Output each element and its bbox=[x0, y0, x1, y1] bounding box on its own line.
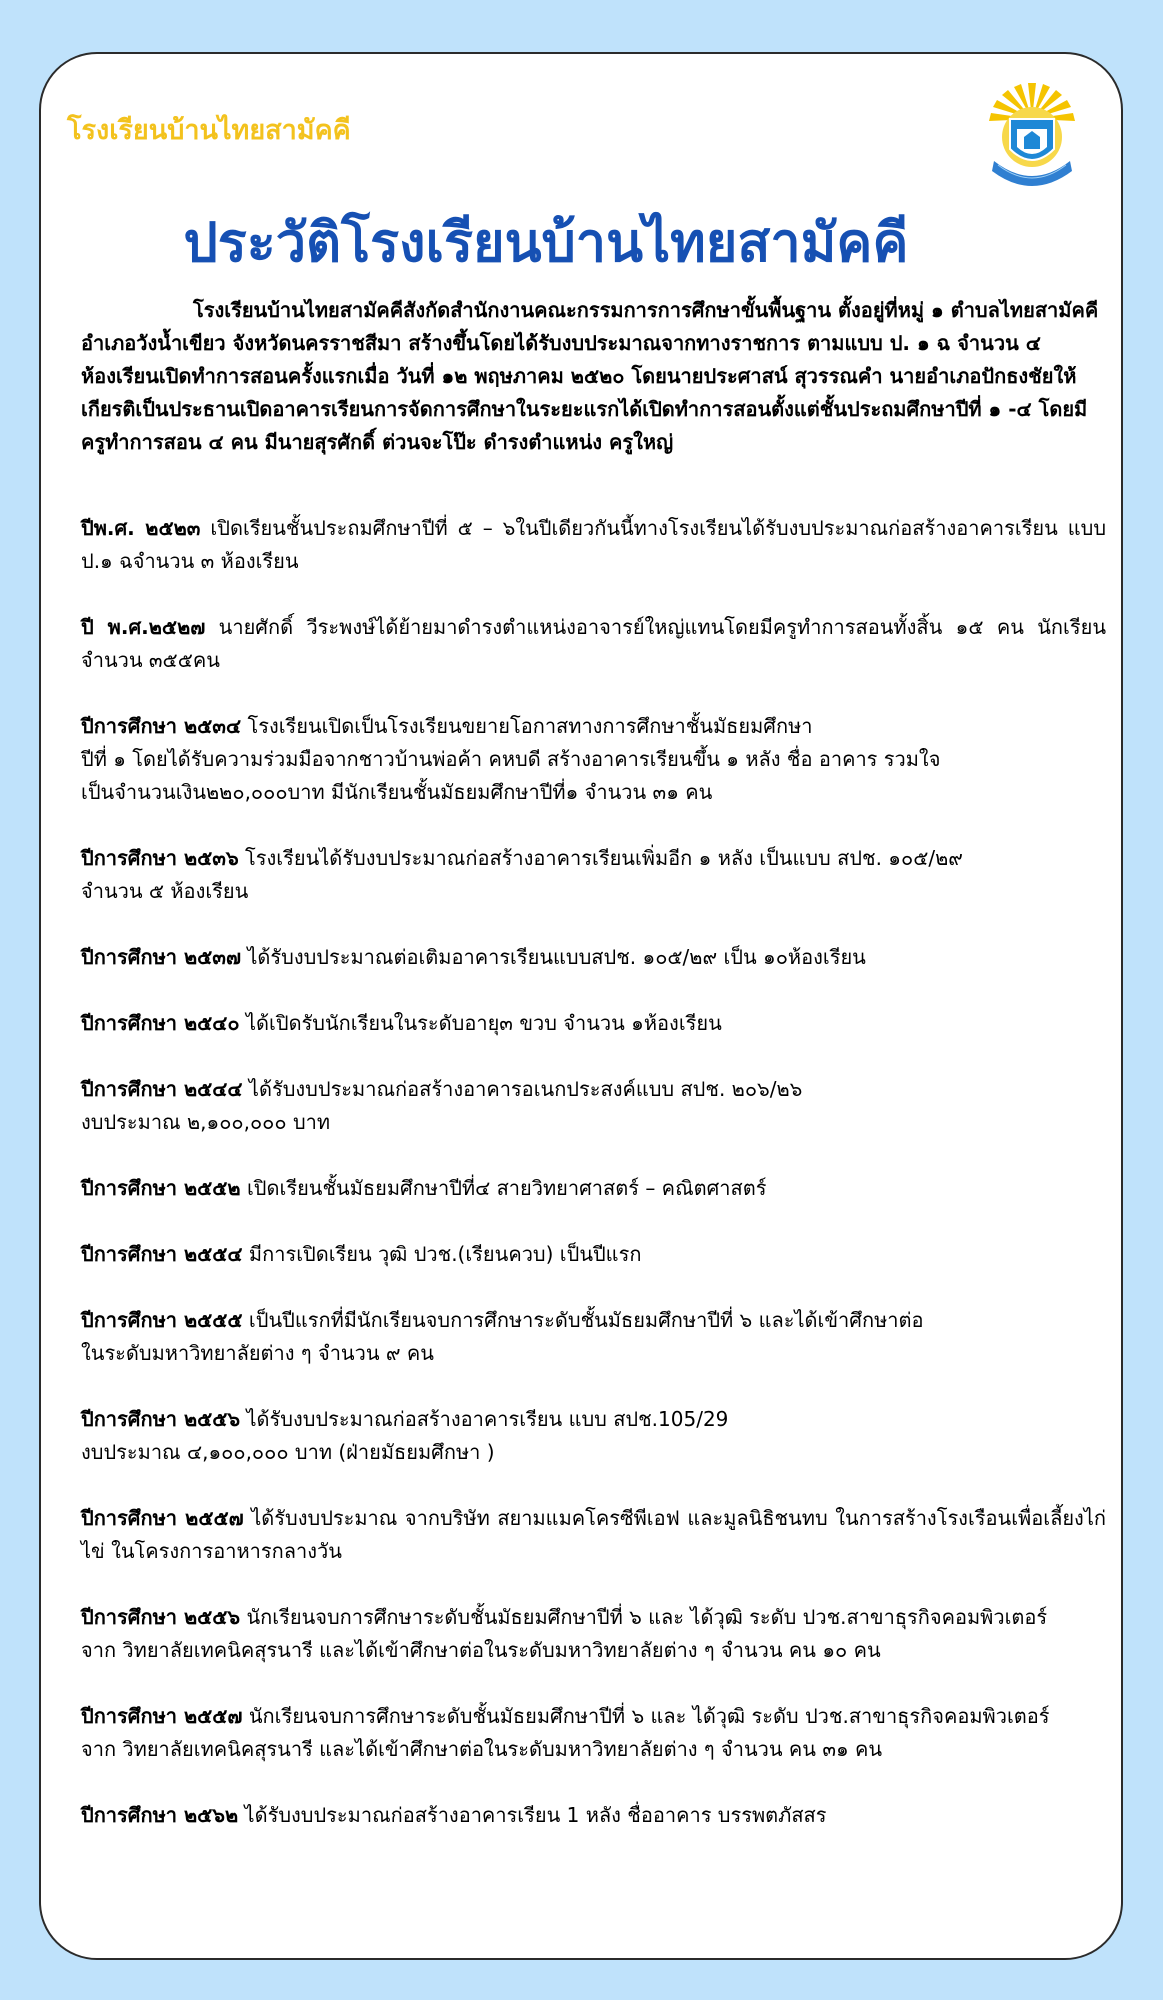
history-entry bbox=[81, 1238, 1106, 1271]
history-entry-text: โรงเรียนเปิดเป็นโรงเรียนขยายโอกาสทางการศึกษาชั้นมัธยมศึกษา bbox=[247, 714, 813, 738]
history-entry-line bbox=[81, 1502, 1106, 1568]
history-entry-line bbox=[81, 1073, 1106, 1106]
history-entry bbox=[81, 1601, 1106, 1667]
history-entry bbox=[81, 941, 1106, 974]
history-entry-year: ปีการศึกษา ๒๕๕๔ bbox=[81, 1242, 243, 1266]
page-title: ประวัติโรงเรียนบ้านไทยสามัคคี bbox=[183, 211, 909, 274]
history-entry-text: ในระดับมหาวิทยาลัยต่าง ๆ จำนวน ๙ คน bbox=[81, 1341, 434, 1365]
history-entry-line bbox=[81, 875, 1106, 908]
history-entry-text: โรงเรียนได้รับงบประมาณก่อสร้างอาคารเรียนเพิ่มอีก ๑ หลัง เป็นแบบ สปช. ๑๐๕/๒๙ bbox=[245, 846, 963, 870]
history-entry-text: เปิดเรียนชั้นประถมศึกษาปีที่ ๕ – ๖ในปีเดียวกันนี้ทางโรงเรียนได้รับงบประมาณก่อสร้างอาคารเรียน แบบ ป.๑ ฉจำนวน ๓ ห้องเรียน bbox=[81, 516, 1107, 573]
school-name: โรงเรียนบ้านไทยสามัคคี bbox=[67, 115, 351, 146]
history-entry-line bbox=[81, 842, 1106, 875]
history-entry-text: นายศักดิ์ วีระพงษ์ได้ย้ายมาดำรงตำแหน่งอาจารย์ใหญ่แทนโดยมีครูทำการสอนทั้งสิ้น ๑๕ คน นักเรียน จำนวน ๓๕๕คน bbox=[81, 615, 1106, 672]
history-entry-line bbox=[81, 1007, 1106, 1040]
history-entry bbox=[81, 1172, 1106, 1205]
intro-text: โรงเรียนบ้านไทยสามัคคีสังกัดสำนักงานคณะกรรมการการศึกษาขั้นพื้นฐาน ตั้งอยู่ที่หมู่ ๑ ตำบลไทยสามัคคี อำเภอวังน้ำเขียว จังหวัดนครราชสีมา สร้างขึ้นโดยได้รับงบประมาณจากทางราชการ ตามแบบ ป. ๑ ฉ จำนวน ๔ ห้องเรียนเปิดทำการสอนครั้งแรกเมื่อ วันที่ ๑๒ พฤษภาคม ๒๕๒๐ โดยนายประศาสน์ สุวรรณคำ นายอำเภอปักธงชัยให้เกียรติเป็นประธานเปิดอาคารเรียนการจัดการศึกษาในระยะแรกได้เปิดทำการสอนตั้งแต่ชั้นประถมศึกษาปีที่ ๑ -๔ โดยมีครูทำการสอน ๔ คน มีนายสุรศักดิ์ ต่วนจะโป๊ะ ดำรงตำแหน่ง ครูใหญ่ bbox=[81, 298, 1099, 454]
history-entry-line bbox=[81, 512, 1106, 578]
history-entry-text: จาก วิทยาลัยเทคนิคสุรนารี และได้เข้าศึกษาต่อในระดับมหาวิทยาลัยต่าง ๆ จำนวน คน ๓๑ คน bbox=[81, 1737, 883, 1761]
history-entry-text: เป็นจำนวนเงิน๒๒๐,๐๐๐บาท มีนักเรียนชั้นมัธยมศึกษาปีที่๑ จำนวน ๓๑ คน bbox=[81, 780, 713, 804]
history-entry-year: ปีการศึกษา ๒๕๕๖ bbox=[81, 1407, 241, 1431]
history-entry-text: ได้รับงบประมาณ จากบริษัท สยามแมคโครซีพีเอฟ และมูลนิธิชนทบ ในการสร้างโรงเรือนเพื่อเลี้ยงไก่ไข่ ในโครงการอาหารกลางวัน bbox=[81, 1506, 1106, 1563]
history-entry bbox=[81, 1304, 1106, 1370]
school-emblem-graphic bbox=[984, 79, 1080, 199]
history-entry bbox=[81, 1073, 1106, 1139]
history-entry-text: ได้รับงบประมาณก่อสร้างอาคารอเนกประสงค์แบบ สปช. ๒๐๖/๒๖ bbox=[248, 1077, 803, 1101]
history-entry-year: ปี พ.ศ.๒๕๒๗ bbox=[81, 615, 206, 639]
history-entry-text: นักเรียนจบการศึกษาระดับชั้นมัธยมศึกษาปีที่ ๖ และ ได้วุฒิ ระดับ ปวช.สาขาธุรกิจคอมพิวเตอร์ bbox=[248, 1704, 1050, 1728]
history-entry-line bbox=[81, 1337, 1106, 1370]
history-entry-text: งบประมาณ ๔,๑๐๐,๐๐๐ บาท (ฝ่ายมัธยมศึกษา ) bbox=[81, 1440, 495, 1464]
history-entry-text: เปิดเรียนชั้นมัธยมศึกษาปีที่๔ สายวิทยาศาสตร์ – คณิตศาสตร์ bbox=[246, 1176, 767, 1200]
history-entry-text: นักเรียนจบการศึกษาระดับชั้นมัธยมศึกษาปีที่ ๖ และ ได้วุฒิ ระดับ ปวช.สาขาธุรกิจคอมพิวเตอร์ bbox=[246, 1605, 1048, 1629]
history-entry-year: ปีการศึกษา ๒๕๓๗ bbox=[81, 945, 241, 969]
history-entry-text: งบประมาณ ๒,๑๐๐,๐๐๐ บาท bbox=[81, 1110, 331, 1134]
history-entry-text: จาก วิทยาลัยเทคนิคสุรนารี และได้เข้าศึกษาต่อในระดับมหาวิทยาลัยต่าง ๆ จำนวน คน ๑๐ คน bbox=[81, 1638, 881, 1662]
history-entry-line bbox=[81, 1304, 1106, 1337]
history-entry-year: ปีการศึกษา ๒๕๕๖ bbox=[81, 1605, 241, 1629]
history-entry-year: ปีพ.ศ. ๒๕๒๓ bbox=[81, 516, 201, 540]
history-entry-line bbox=[81, 1403, 1106, 1436]
history-entry-line bbox=[81, 1799, 1106, 1832]
history-entry-line bbox=[81, 611, 1106, 677]
history-entry-year: ปีการศึกษา ๒๕๔๔ bbox=[81, 1077, 243, 1101]
history-entry-year: ปีการศึกษา ๒๕๓๔ bbox=[81, 714, 242, 738]
history-entry bbox=[81, 611, 1106, 677]
history-entry bbox=[81, 710, 1106, 809]
school-emblem-icon bbox=[984, 79, 1080, 199]
history-entry-text: ได้รับงบประมาณก่อสร้างอาคารเรียน แบบ สปช.105/29 bbox=[246, 1407, 729, 1431]
history-entry-line bbox=[81, 1601, 1106, 1634]
history-entry-line bbox=[81, 1700, 1106, 1733]
history-entry bbox=[81, 1502, 1106, 1568]
history-entry bbox=[81, 1007, 1106, 1040]
history-entry-text: ปีที่ ๑ โดยได้รับความร่วมมือจากชาวบ้านพ่อค้า คหบดี สร้างอาคารเรียนขึ้น ๑ หลัง ชื่อ อาคาร รวมใจ bbox=[81, 747, 941, 771]
history-entry-year: ปีการศึกษา ๒๕๖๒ bbox=[81, 1803, 239, 1827]
history-entry bbox=[81, 512, 1106, 578]
history-entry-line bbox=[81, 1436, 1106, 1469]
history-entry-line bbox=[81, 1238, 1106, 1271]
history-entry-year: ปีการศึกษา ๒๕๕๗ bbox=[81, 1704, 243, 1728]
history-entry-year: ปีการศึกษา ๒๕๕๕ bbox=[81, 1308, 243, 1332]
history-entry-text: เป็นปีแรกที่มีนักเรียนจบการศึกษาระดับชั้นมัธยมศึกษาปีที่ ๖ และได้เข้าศึกษาต่อ bbox=[248, 1308, 924, 1332]
history-entry-line bbox=[81, 776, 1106, 809]
history-entry-line bbox=[81, 941, 1106, 974]
history-entry-line bbox=[81, 1733, 1106, 1766]
history-entry-line bbox=[81, 743, 1106, 776]
history-entry-text: ได้รับงบประมาณก่อสร้างอาคารเรียน 1 หลัง ชื่ออาคาร บรรพตภัสสร bbox=[244, 1803, 827, 1827]
history-entry-text: มีการเปิดเรียน วุฒิ ปวช.(เรียนควบ) เป็นปีแรก bbox=[248, 1242, 642, 1266]
history-entry bbox=[81, 1799, 1106, 1832]
history-entry bbox=[81, 1403, 1106, 1469]
history-entry-year: ปีการศึกษา ๒๕๓๖ bbox=[81, 846, 239, 870]
history-card bbox=[39, 52, 1123, 1960]
history-entry-line bbox=[81, 1106, 1106, 1139]
history-entry-year: ปีการศึกษา ๒๕๔๐ bbox=[81, 1011, 240, 1035]
history-entry-text: ได้รับงบประมาณต่อเติมอาคารเรียนแบบสปช. ๑๐๕/๒๙ เป็น ๑๐ห้องเรียน bbox=[247, 945, 866, 969]
history-entry-year: ปีการศึกษา ๒๕๕๒ bbox=[81, 1176, 241, 1200]
history-entry-text: จำนวน ๕ ห้องเรียน bbox=[81, 879, 249, 903]
history-entry-text: ได้เปิดรับนักเรียนในระดับอายุ๓ ขวบ จำนวน ๑ห้องเรียน bbox=[245, 1011, 722, 1035]
history-entry bbox=[81, 1700, 1106, 1766]
history-list bbox=[81, 512, 1106, 1865]
history-entry-line bbox=[81, 710, 1106, 743]
history-entry-line bbox=[81, 1634, 1106, 1667]
history-entry-line bbox=[81, 1172, 1106, 1205]
intro-paragraph bbox=[81, 294, 1106, 459]
history-entry-year: ปีการศึกษา ๒๕๕๗ bbox=[81, 1506, 244, 1530]
history-entry bbox=[81, 842, 1106, 908]
